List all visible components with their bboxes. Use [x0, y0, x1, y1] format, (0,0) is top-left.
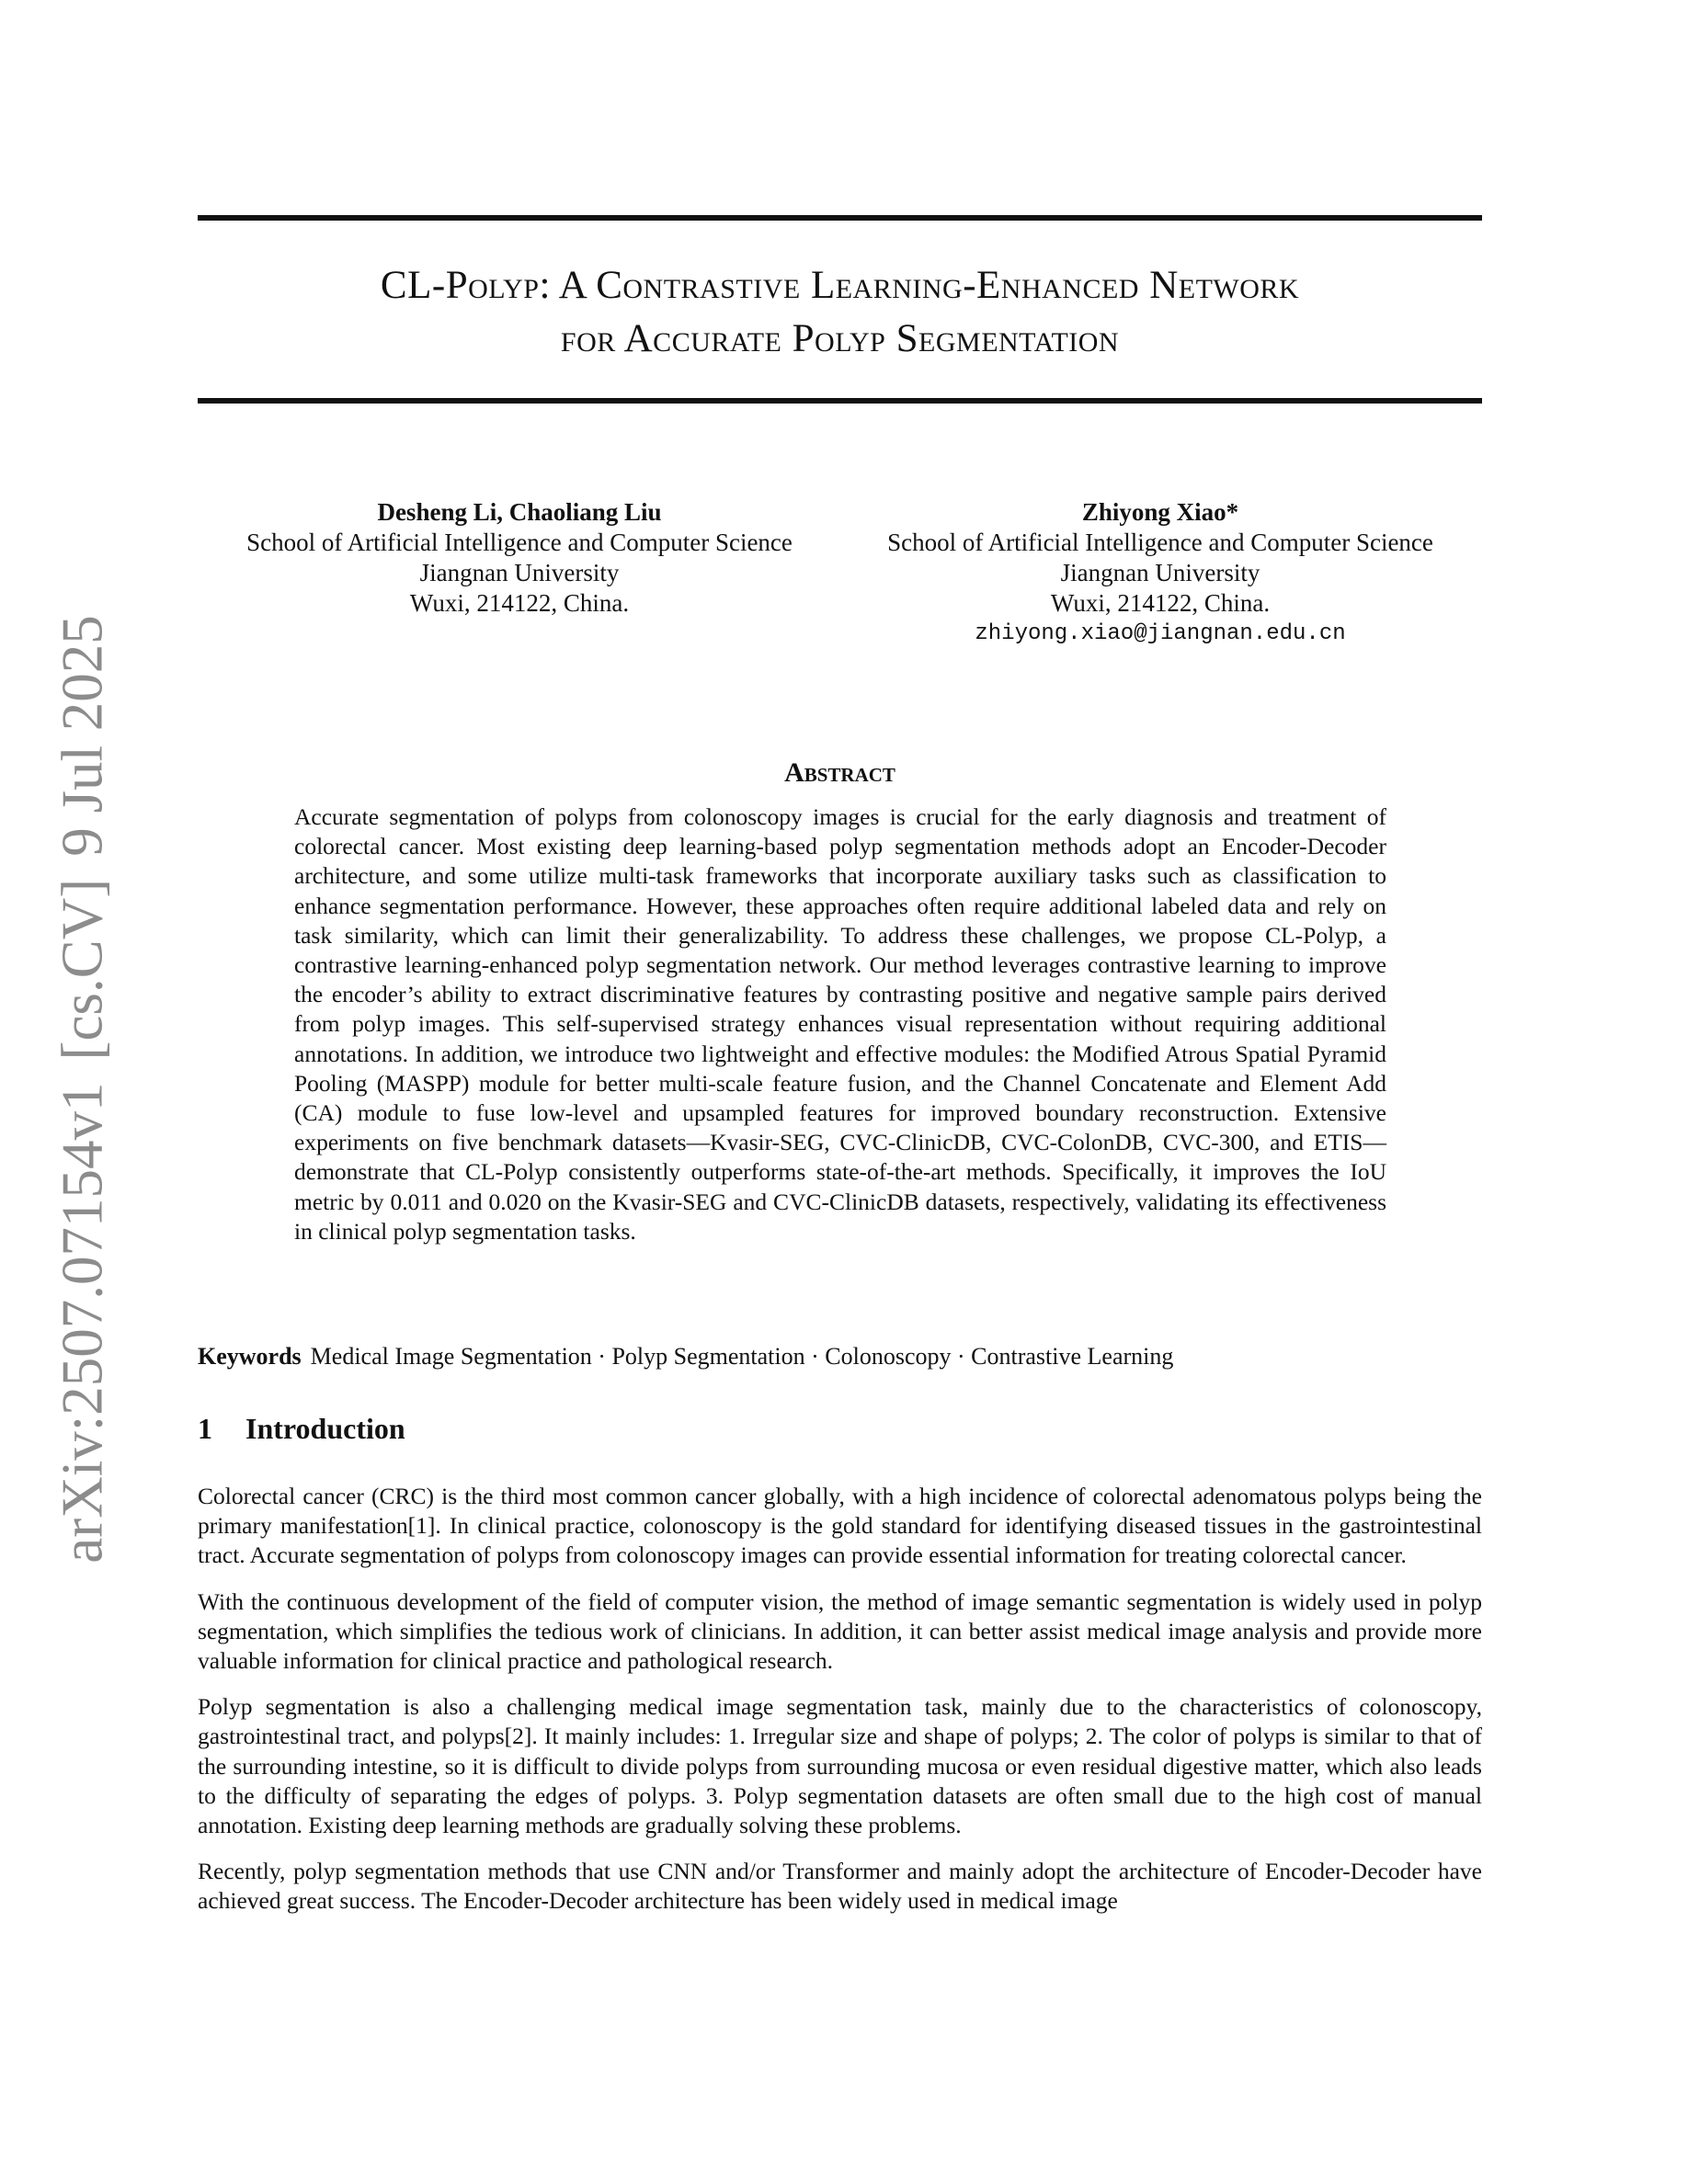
- arxiv-stamp: [50, 615, 117, 1563]
- abstract-text: Accurate segmentation of polyps from colonoscopy images is crucial for the early diagnosis and treatment of colorectal cancer. Most existing deep learning-based polyp segmentation methods adopt an Encoder-Decoder architecture, and some utilize multi-task frameworks that incorporate auxiliary tasks such as classification to enhance segmentation performance. However, these approaches often require additional labeled data and rely on task similarity, which can limit their generalizability. To address these challenges, we propose CL-Polyp, a contrastive learning-enhanced polyp segmentation network. Our method leverages contrastive learning to improve the encoder’s ability to extract discriminative features by contrasting positive and negative sample pairs derived from polyp images. This self-supervised strategy enhances visual representation without requiring additional annotations. In addition, we introduce two lightweight and effective modules: the Modified Atrous Spatial Pyramid Pooling (MASPP) module for better multi-scale feature fusion, and the Channel Concatenate and Element Add (CA) module to fuse low-level and upsampled features for improved boundary reconstruction. Extensive experiments on five benchmark datasets—Kvasir-SEG, CVC-ClinicDB, CVC-ColonDB, CVC-300, and ETIS—demonstrate that CL-Polyp consistently outperforms state-of-the-art methods. Specifically, it improves the IoU metric by 0.011 and 0.020 on the Kvasir-SEG and CVC-ClinicDB datasets, respectively, validating its effectiveness in clinical polyp segmentation tasks.: [294, 803, 1386, 1245]
- abstract-heading: Abstract: [784, 757, 895, 788]
- paragraph: Polyp segmentation is also a challenging medical image segmentation task, mainly due to the characteristics of colonoscopy, gastrointestinal tract, and polyps[2]. It mainly includes: 1. Irregular size and shape of polyps; 2. The color of polyps is similar to that of the surrounding intestine, so it is difficult to divide polyps from surrounding mucosa or even residual digestive matter, which also leads to the difficulty of separating the edges of polyps. 3. Polyp segmentation datasets are often small due to the high cost of manual annotation. Existing deep learning methods are gradually solving these problems.: [198, 1693, 1482, 1839]
- author-affiliation: School of Artificial Intelligence and Computer Science: [246, 529, 793, 556]
- title-line-2: for Accurate Polyp Segmentation: [560, 317, 1120, 360]
- section-body: [198, 1482, 1482, 1933]
- paper-title: [198, 259, 1482, 366]
- arxiv-category: [cs.CV]: [50, 878, 115, 1061]
- keywords-text: Medical Image Segmentation · Polyp Segmentation · Colonoscopy · Contrastive Learning: [310, 1343, 1174, 1370]
- arxiv-id: arXiv:2507.07154v1: [50, 1082, 115, 1564]
- author-email[interactable]: zhiyong.xiao@jiangnan.edu.cn: [975, 621, 1346, 646]
- author-names: Zhiyong Xiao*: [1081, 498, 1239, 526]
- title-line-1: CL-Polyp: A Contrastive Learning-Enhanced Network: [380, 264, 1300, 307]
- author-block-1: [198, 497, 841, 619]
- title-rule-top: [198, 215, 1482, 221]
- keywords-label: Keywords: [198, 1343, 302, 1370]
- author-institution: Jiangnan University: [1060, 559, 1260, 586]
- author-location: Wuxi, 214122, China.: [409, 589, 630, 617]
- author-institution: Jiangnan University: [419, 559, 620, 586]
- section-title: Introduction: [245, 1412, 405, 1445]
- section-heading: [198, 1412, 405, 1446]
- paragraph: Recently, polyp segmentation methods that use CNN and/or Transformer and mainly adopt the architecture of Encoder-Decoder have achieved great success. The Encoder-Decoder architecture has been widely used in medical image: [198, 1858, 1482, 1915]
- author-affiliation: School of Artificial Intelligence and Computer Science: [887, 529, 1433, 556]
- author-names: Desheng Li, Chaoliang Liu: [377, 498, 662, 526]
- title-rule-bottom: [198, 398, 1482, 404]
- paragraph: With the continuous development of the field of computer vision, the method of image semantic segmentation is widely used in polyp segmentation, which simplifies the tedious work of clinicians. In addition, it can better assist medical image analysis and provide more valuable information for clinical practice and pathological research.: [198, 1587, 1482, 1675]
- section-number: 1: [198, 1412, 212, 1445]
- keywords: [198, 1342, 1482, 1371]
- paragraph: Colorectal cancer (CRC) is the third most common cancer globally, with a high incidence of colorectal adenomatous polyps being the primary manifestation[1]. In clinical practice, colonoscopy is the gold standard for identifying diseased tissues in the gastrointestinal tract. Accurate segmentation of polyps from colonoscopy images can provide essential information for treating colorectal cancer.: [198, 1483, 1482, 1569]
- arxiv-date: 9 Jul 2025: [50, 615, 115, 857]
- author-block-2: [838, 497, 1482, 649]
- author-location: Wuxi, 214122, China.: [1050, 589, 1271, 617]
